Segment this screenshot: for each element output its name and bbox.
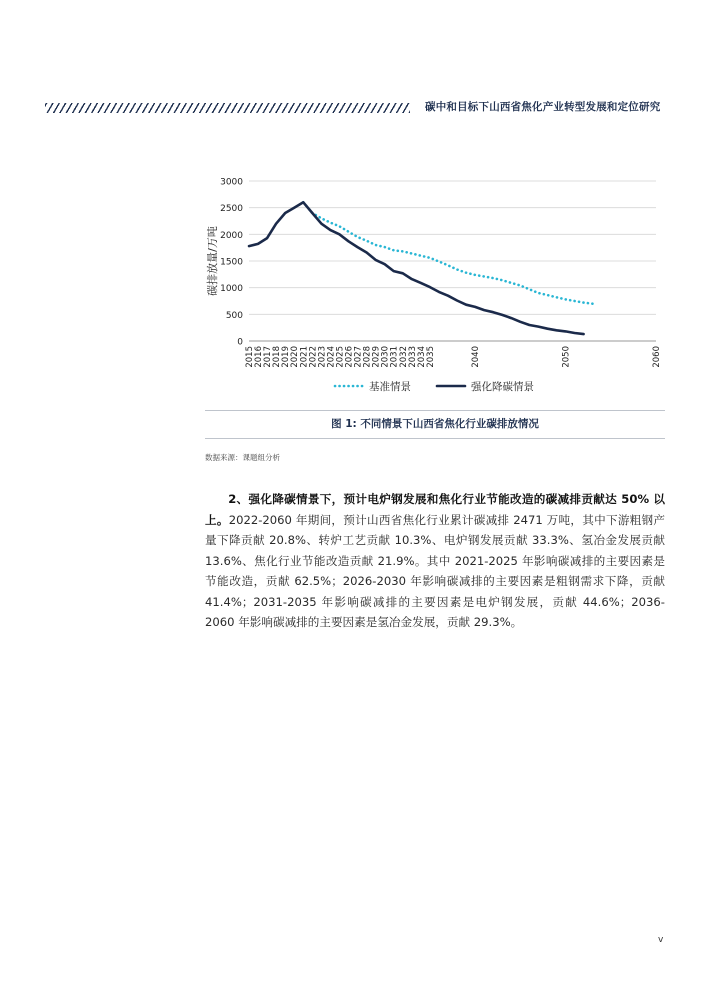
x-tick-label-2015: 2015 — [245, 346, 255, 368]
y-tick-label-1000: 1000 — [220, 284, 243, 295]
emissions-line-chart — [195, 170, 670, 410]
y-tick-label-500: 500 — [225, 310, 243, 321]
y-tick-label-1500: 1500 — [220, 257, 243, 268]
y-tick-label-2500: 2500 — [220, 204, 243, 215]
x-tick-label-2026: 2026 — [344, 346, 355, 368]
paragraph-lead: 2、强化降碳情景下，预计电炉钢发展和焦化行业节能改造的碳减排贡献达 50% 以上。 — [205, 492, 665, 527]
x-tick-label-2040: 2040 — [471, 346, 482, 368]
chart-svg — [195, 170, 670, 410]
x-tick-label-2023: 2023 — [317, 346, 328, 368]
body-paragraph — [205, 489, 665, 633]
running-title: 碳中和目标下山西省焦化产业转型发展和定位研究 — [425, 101, 661, 113]
x-tick-label-2033: 2033 — [407, 346, 418, 368]
y-tick-label-0: 0 — [237, 337, 243, 348]
legend-label-enhanced: 强化降碳情景 — [471, 381, 534, 393]
x-tick-label-2034: 2034 — [416, 346, 427, 368]
x-tick-label-2027: 2027 — [353, 346, 364, 368]
x-tick-label-2025: 2025 — [335, 346, 346, 368]
x-tick-label-2018: 2018 — [272, 346, 283, 368]
x-tick-label-2031: 2031 — [389, 346, 400, 368]
x-tick-label-2032: 2032 — [398, 346, 409, 368]
y-tick-label-3000: 3000 — [220, 177, 243, 188]
figure-rule-top — [205, 410, 665, 411]
x-tick-label-2017: 2017 — [263, 346, 274, 368]
x-tick-label-2016: 2016 — [254, 346, 265, 368]
x-tick-label-2019: 2019 — [281, 346, 292, 368]
header-hatch-decoration — [45, 103, 410, 113]
figure-caption: 图 1: 不同情景下山西省焦化行业碳排放情况 — [331, 418, 539, 430]
x-tick-label-2029: 2029 — [371, 346, 382, 368]
x-tick-label-2028: 2028 — [362, 346, 373, 368]
paragraph-body: 2022-2060 年期间，预计山西省焦化行业累计碳减排 2471 万吨，其中下游粗钢产量下降贡献 20.8%、转炉工艺贡献 10.3%、电炉钢发展贡献 33.3%、氢冶金发展贡献 13.6%、焦化行业节能改造贡献 21.9%。其中 2021-2025 年影响碳减排的主要因素是节能改造，贡献 62.5%；2026-2030 年影响碳减排的主要因素是粗钢需求下降，贡献 41.4%；2031-2035 年影响碳减排的主要因素是电炉钢发展，贡献 44.6%；2036-2060 年影响碳减排的主要因素是氢冶金发展，贡献 29.3%。 — [205, 512, 665, 629]
series-line-baseline — [303, 202, 592, 303]
x-tick-label-2021: 2021 — [299, 346, 310, 368]
y-tick-label-2000: 2000 — [220, 230, 243, 241]
figure-source: 数据来源：课题组分析 — [205, 453, 280, 462]
x-tick-label-2022: 2022 — [308, 346, 319, 368]
page-number: v — [658, 935, 664, 945]
figure-rule-bottom — [205, 438, 665, 439]
x-tick-label-2020: 2020 — [290, 346, 301, 368]
x-tick-label-2060: 2060 — [652, 346, 662, 368]
x-tick-label-2030: 2030 — [380, 346, 391, 368]
legend-label-baseline: 基准情景 — [369, 381, 411, 393]
x-tick-label-2024: 2024 — [326, 346, 337, 368]
x-tick-label-2035: 2035 — [425, 346, 436, 368]
x-tick-label-2050: 2050 — [561, 346, 572, 368]
y-axis-label: 碳排放量/万吨 — [206, 226, 219, 296]
